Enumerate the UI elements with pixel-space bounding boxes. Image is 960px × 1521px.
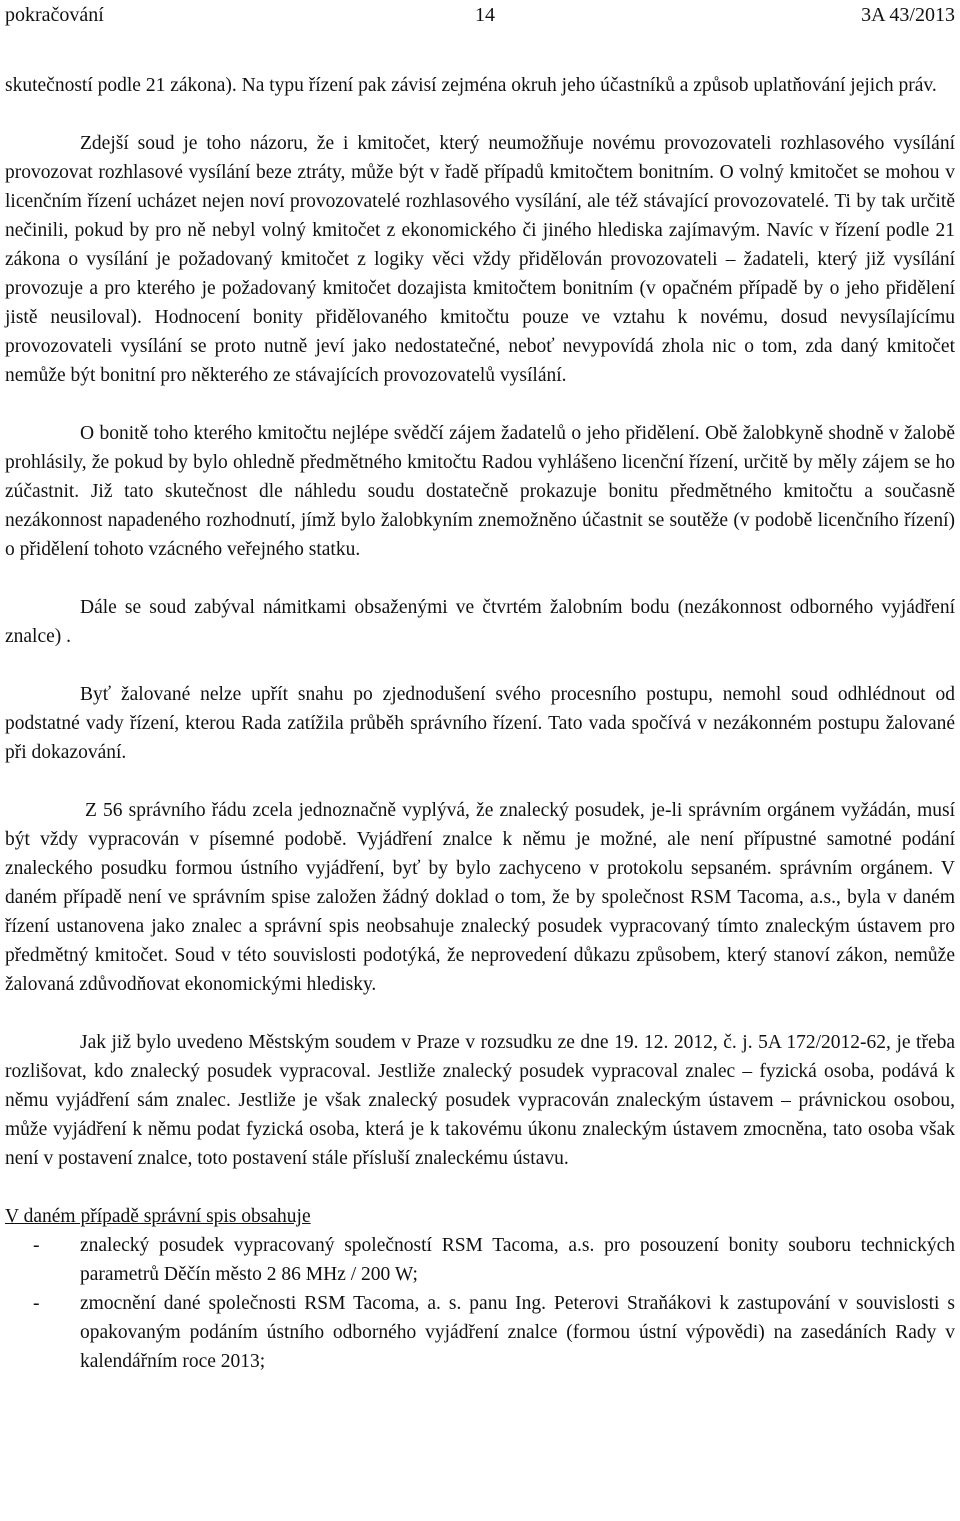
list-item-text: znalecký posudek vypracovaný společností RSM Tacoma, a.s. pro posouzení bonity souboru technických parametrů Děčín město 2 86 MHz / 200 W; — [80, 1235, 955, 1285]
page-number: 14 — [475, 4, 495, 26]
list-title: V daném případě správní spis obsahuje — [5, 1206, 311, 1227]
paragraph-7: Jak již bylo uvedeno Městským soudem v Praze v rozsudku ze dne 19. 12. 2012, č. j. 5A 172/2012-62, je třeba rozlišovat, kdo znalecký posudek vypracoval. Jestliže znalecký posudek vypracoval znalec – fyzická osoba, podává k němu vyjádření sám znalec. Jestliže je však znalecký posudek vypracován znaleckým ústavem – právnickou osobou, může vyjádření k němu podat fyzická osoba, která je k takovému úkonu znaleckým ústavem zmocněna, tato osoba však není v postavení znalce, toto postavení stále přísluší znaleckému ústavu. — [5, 1032, 955, 1169]
paragraph-1: skutečností podle 21 zákona). Na typu řízení pak závisí zejména okruh jeho účastníků a způsob uplatňování jejich práv. — [5, 75, 937, 96]
paragraph-2: Zdejší soud je toho názoru, že i kmitočet, který neumožňuje novému provozovateli rozhlasového vysílání provozovat rozhlasové vysílání beze ztráty, může být v řadě případů kmitočtem bonitním. O volný kmitočet se mohou v licenčním řízení ucházet nejen noví provozovatelé rozhlasového vysílání, ale též stávající provozovatelé. Ti by tak určitě nečinili, pokud by pro ně nebyl volný kmitočet z ekonomického či jiného hlediska zajímavým. Navíc v řízení podle 21 zákona o vysílání je požadovaný kmitočet z logiky věci vždy přidělován provozovateli – žadateli, který již vysílání provozuje a pro kterého je požadovaný kmitočet dozajista kmitočtem bonitním (v opačném případě by o jeho přidělení jistě neusiloval). Hodnocení bonity přidělovaného kmitočtu pouze ve vztahu k novému, dosud nevysílajícímu provozovateli vysílání se proto nutně jeví jako nedostatečné, neboť nevypovídá zhola nic o tom, zda daný kmitočet nemůže být bonitní pro některého ze stávajících provozovatelů vysílání. — [5, 133, 955, 386]
header-continuation: pokračování — [5, 4, 104, 26]
list-item-text: zmocnění dané společnosti RSM Tacoma, a. s. panu Ing. Peterovi Straňákovi k zastupování v souvislosti s opakovaným podáním ústního odborného vyjádření znalce (formou ústní výpovědi) na zasedáních Rady v kalendářním roce 2013; — [80, 1293, 955, 1372]
paragraph-4: Dále se soud zabýval námitkami obsaženými ve čtvrtém žalobním bodu (nezákonnost odborného vyjádření znalce) . — [5, 597, 955, 647]
list-marker: - — [33, 1293, 40, 1314]
paragraph-5: Byť žalované nelze upřít snahu po zjednodušení svého procesního postupu, nemohl soud odhlédnout od podstatné vady řízení, kterou Rada zatížila průběh správního řízení. Tato vada spočívá v nezákonném postupu žalované při dokazování. — [5, 684, 955, 763]
document-page — [5, 0, 955, 1376]
page-header — [5, 0, 955, 30]
case-number: 3A 43/2013 — [861, 4, 955, 26]
contents-list — [5, 1231, 955, 1376]
paragraph-6: Z 56 správního řádu zcela jednoznačně vyplývá, že znalecký posudek, je-li správním orgánem vyžádán, musí být vždy vypracován v písemné podobě. Vyjádření znalce k němu je možné, ale není přípustné samotné podání znaleckého posudku formou ústního vyjádření, byť by bylo zachyceno v protokolu sepsaném. správním orgánem. V daném případě není ve správním spise založen žádný doklad o tom, že by společnost RSM Tacoma, a.s., byla v daném řízení ustanovena jako znalec a správní spis neobsahuje znalecký posudek vypracovaný tímto znaleckým ústavem pro předmětný kmitočet. Soud v této souvislosti podotýká, že neprovedení důkazu způsobem, který stanoví zákon, nemůže žalovaná zdůvodňovat ekonomickými hledisky. — [5, 800, 955, 995]
paragraph-3: O bonitě toho kterého kmitočtu nejlépe svědčí zájem žadatelů o jeho přidělení. Obě žalobkyně shodně v žalobě prohlásily, že pokud by bylo ohledně předmětného kmitočtu Radou vyhlášeno licenční řízení, určitě by měly zájem se ho zúčastnit. Již tato skutečnost dle náhledu soudu dostatečně prokazuje bonitu předmětného kmitočtu a současně nezákonnost napadeného rozhodnutí, jímž bylo žalobkyním znemožněno účastnit se soutěže (v podobě licenčního řízení) o přidělení tohoto vzácného veřejného statku. — [5, 423, 955, 560]
list-item — [5, 1231, 955, 1289]
list-item — [5, 1289, 955, 1376]
list-marker: - — [33, 1235, 40, 1256]
